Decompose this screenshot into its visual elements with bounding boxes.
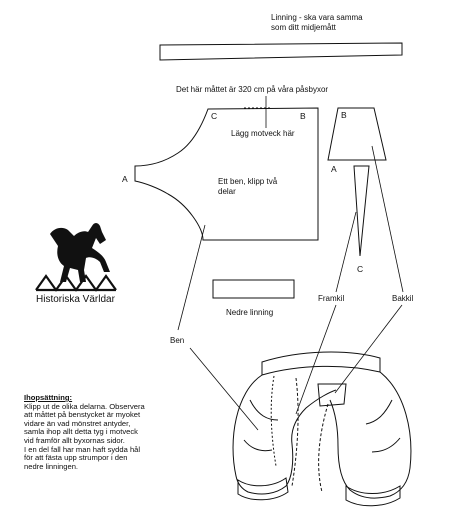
trousers-right-leg [330, 372, 411, 498]
fold-note: Lägg motveck här [231, 129, 295, 138]
leg-piece [135, 108, 318, 240]
leader-framkil-top [336, 212, 356, 292]
right-cuff [346, 486, 400, 506]
front-gusset-label: Framkil [318, 294, 345, 303]
side-fold-dashed [271, 376, 276, 466]
point-b-leg: B [300, 111, 306, 121]
assembly-instructions [24, 394, 194, 471]
leg-label: Ben [170, 336, 185, 345]
point-c-gusset: C [357, 264, 364, 274]
lower-band-label: Nedre linning [226, 308, 274, 317]
leg-folds [244, 400, 400, 452]
lower-band-piece [213, 280, 294, 298]
back-gusset-piece [328, 108, 386, 160]
waistband-piece [160, 43, 402, 60]
back-gusset-visible [318, 384, 346, 406]
leader-framkil-bottom [296, 305, 336, 414]
finished-trousers [233, 352, 411, 506]
trousers-waistband [262, 352, 380, 375]
point-c-leg: C [211, 111, 218, 121]
leader-bakkil-top [372, 146, 403, 292]
waistband-note-line-1: Linning - ska vara samma [271, 13, 363, 22]
point-b-gusset: B [341, 110, 347, 120]
leader-ben-top [178, 225, 205, 330]
point-a-gusset: A [331, 164, 337, 174]
front-gusset-dashed [292, 378, 298, 486]
instructions-heading: Ihopsättning: [24, 393, 73, 402]
measure-note: Det här måttet är 320 cm på våra påsbyxor [176, 85, 329, 94]
back-gusset-label: Bakkil [392, 294, 414, 303]
point-a-leg: A [122, 174, 128, 184]
leader-bakkil-bottom [335, 305, 402, 393]
historiska-varldar-logo [36, 223, 116, 305]
horse-rider-silhouette [50, 223, 110, 282]
cut-note [218, 177, 279, 196]
cut-note-line-2: delar [218, 187, 236, 196]
front-gusset-piece [354, 166, 369, 256]
cut-note-line-1: Ett ben, klipp två [218, 177, 278, 186]
left-cuff [238, 478, 288, 500]
waistband-note [271, 13, 365, 32]
logo-text: Historiska Världar [36, 294, 115, 305]
front-gusset-dashed-2 [319, 404, 328, 492]
knot-border [36, 276, 116, 290]
instructions-body: Klipp ut de olika delarna. Observera att måttet på benstycket är myoket vidare än vad mönstret antyder, samla ihop allt detta tyg i motveck vid framför allt byxornas sidor. I en del fall har man haft sydda hål för att fästa upp strumpor i den nedre linningen. [24, 401, 145, 471]
waistband-note-line-2: som ditt midjemått [271, 23, 336, 32]
